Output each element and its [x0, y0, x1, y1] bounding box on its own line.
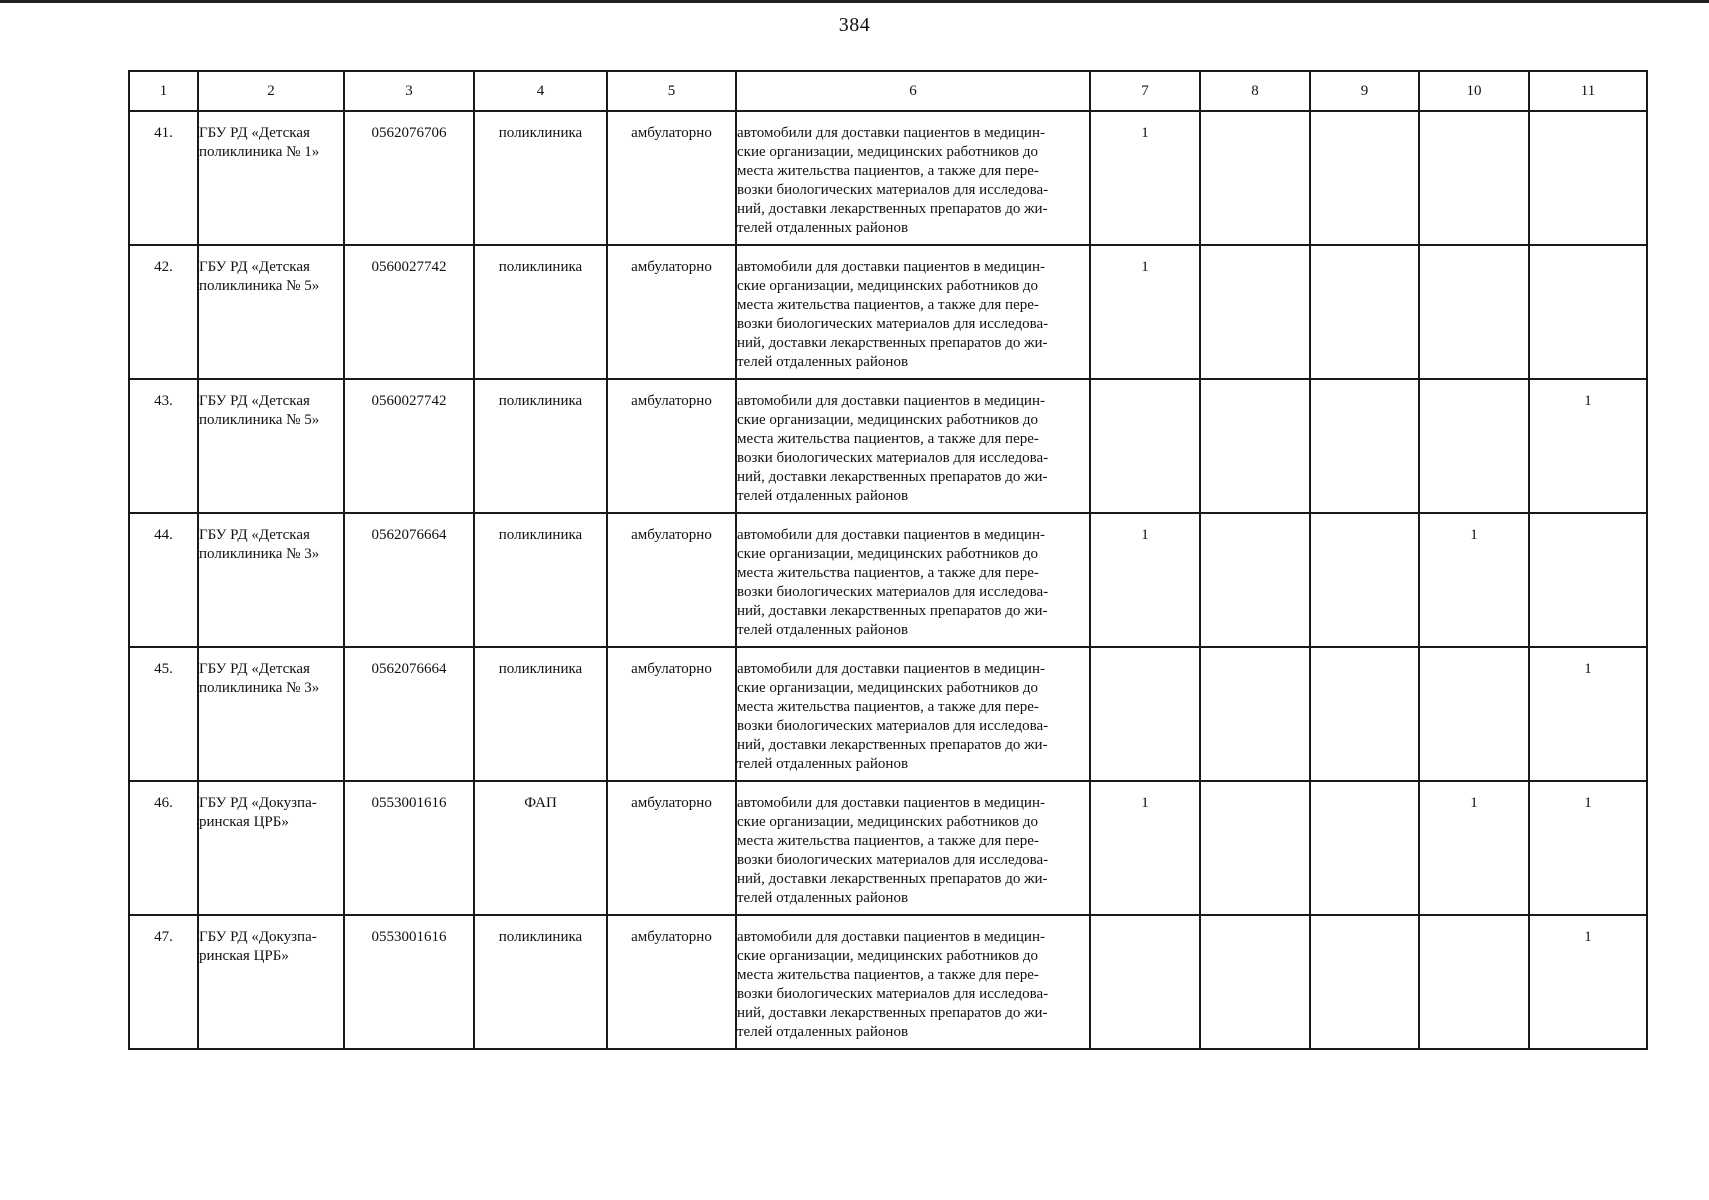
inn-code: 0562076706 — [344, 111, 474, 245]
row-number: 42. — [129, 245, 198, 379]
value-cell-c7: 1 — [1090, 111, 1200, 245]
vehicle-purpose — [736, 513, 1090, 647]
organization-name-line: поликлиника № 3» — [199, 680, 320, 696]
organization-name — [198, 915, 344, 1049]
organization-name — [198, 781, 344, 915]
vehicle-purpose-line: возки биологических материалов для исследова- — [737, 316, 1049, 332]
care-mode: амбулаторно — [607, 245, 736, 379]
care-mode: амбулаторно — [607, 513, 736, 647]
vehicle-purpose-line: автомобили для доставки пациентов в медицин- — [737, 259, 1045, 275]
organization-name-line: ГБУ РД «Докузпа- — [199, 795, 317, 811]
value-cell-c10 — [1419, 245, 1529, 379]
column-header: 5 — [607, 71, 736, 111]
value-cell-c7 — [1090, 379, 1200, 513]
care-mode: амбулаторно — [607, 647, 736, 781]
facility-type: поликлиника — [474, 647, 607, 781]
organization-name — [198, 111, 344, 245]
organization-name-line: ГБУ РД «Детская — [199, 393, 310, 409]
table-row — [129, 379, 1647, 513]
vehicle-purpose-line: автомобили для доставки пациентов в медицин- — [737, 527, 1045, 543]
care-mode: амбулаторно — [607, 915, 736, 1049]
value-cell-c8 — [1200, 647, 1310, 781]
care-mode: амбулаторно — [607, 111, 736, 245]
facility-type: поликлиника — [474, 245, 607, 379]
vehicle-purpose-line: ские организации, медицинских работников до — [737, 144, 1039, 160]
vehicle-purpose-line: места жительства пациентов, а также для пере- — [737, 431, 1039, 447]
facility-type: ФАП — [474, 781, 607, 915]
vehicle-purpose-line: телей отдаленных районов — [737, 890, 909, 906]
vehicle-purpose-line: места жительства пациентов, а также для пере- — [737, 699, 1039, 715]
vehicle-purpose-line: телей отдаленных районов — [737, 622, 909, 638]
vehicle-purpose — [736, 915, 1090, 1049]
vehicle-purpose-line: места жительства пациентов, а также для пере- — [737, 163, 1039, 179]
row-number: 47. — [129, 915, 198, 1049]
value-cell-c11 — [1529, 111, 1647, 245]
value-cell-c8 — [1200, 781, 1310, 915]
row-number: 43. — [129, 379, 198, 513]
inn-code: 0562076664 — [344, 647, 474, 781]
value-cell-c7: 1 — [1090, 245, 1200, 379]
inn-code: 0560027742 — [344, 245, 474, 379]
vehicle-purpose-line: телей отдаленных районов — [737, 1024, 909, 1040]
column-header: 11 — [1529, 71, 1647, 111]
vehicle-purpose-line: автомобили для доставки пациентов в медицин- — [737, 393, 1045, 409]
column-header: 6 — [736, 71, 1090, 111]
vehicle-purpose-line: возки биологических материалов для исследова- — [737, 852, 1049, 868]
value-cell-c11 — [1529, 513, 1647, 647]
vehicle-purpose-line: ний, доставки лекарственных препаратов до жи- — [737, 201, 1048, 217]
value-cell-c7 — [1090, 647, 1200, 781]
value-cell-c8 — [1200, 513, 1310, 647]
column-header: 10 — [1419, 71, 1529, 111]
value-cell-c10 — [1419, 915, 1529, 1049]
vehicle-purpose-line: автомобили для доставки пациентов в медицин- — [737, 125, 1045, 141]
organization-name-line: поликлиника № 3» — [199, 546, 320, 562]
organization-name — [198, 647, 344, 781]
column-header: 9 — [1310, 71, 1419, 111]
vehicle-purpose-line: возки биологических материалов для исследова- — [737, 584, 1049, 600]
organization-name — [198, 245, 344, 379]
value-cell-c11: 1 — [1529, 781, 1647, 915]
row-number: 45. — [129, 647, 198, 781]
vehicle-purpose-line: ские организации, медицинских работников до — [737, 278, 1039, 294]
value-cell-c9 — [1310, 781, 1419, 915]
vehicle-purpose-line: возки биологических материалов для исследова- — [737, 718, 1049, 734]
vehicle-purpose-line: ний, доставки лекарственных препаратов до жи- — [737, 737, 1048, 753]
column-header: 3 — [344, 71, 474, 111]
inn-code: 0560027742 — [344, 379, 474, 513]
value-cell-c10 — [1419, 379, 1529, 513]
value-cell-c11 — [1529, 245, 1647, 379]
vehicle-purpose — [736, 781, 1090, 915]
organization-name — [198, 379, 344, 513]
organization-name-line: ринская ЦРБ» — [199, 814, 289, 830]
value-cell-c9 — [1310, 111, 1419, 245]
vehicle-purpose-line: ний, доставки лекарственных препаратов до жи- — [737, 469, 1048, 485]
value-cell-c9 — [1310, 513, 1419, 647]
facility-type: поликлиника — [474, 379, 607, 513]
care-mode: амбулаторно — [607, 781, 736, 915]
organization-name-line: поликлиника № 5» — [199, 278, 320, 294]
vehicle-purpose-line: ские организации, медицинских работников до — [737, 412, 1039, 428]
vehicle-purpose-line: телей отдаленных районов — [737, 488, 909, 504]
value-cell-c10: 1 — [1419, 781, 1529, 915]
organization-name-line: ГБУ РД «Детская — [199, 661, 310, 677]
vehicle-purpose-line: ские организации, медицинских работников до — [737, 546, 1039, 562]
vehicle-purpose-line: ские организации, медицинских работников до — [737, 948, 1039, 964]
table-row — [129, 915, 1647, 1049]
organization-name — [198, 513, 344, 647]
column-header: 7 — [1090, 71, 1200, 111]
vehicle-purpose-line: возки биологических материалов для исследова- — [737, 182, 1049, 198]
value-cell-c10: 1 — [1419, 513, 1529, 647]
vehicle-purpose — [736, 379, 1090, 513]
column-header: 1 — [129, 71, 198, 111]
facility-type: поликлиника — [474, 915, 607, 1049]
vehicle-purpose-line: телей отдаленных районов — [737, 756, 909, 772]
table-body — [129, 111, 1647, 1049]
vehicle-purpose — [736, 111, 1090, 245]
value-cell-c8 — [1200, 245, 1310, 379]
row-number: 46. — [129, 781, 198, 915]
facility-type: поликлиника — [474, 513, 607, 647]
vehicle-purpose — [736, 245, 1090, 379]
table-header-row — [129, 71, 1647, 111]
vehicle-purpose-line: ские организации, медицинских работников до — [737, 814, 1039, 830]
organization-name-line: ГБУ РД «Детская — [199, 125, 310, 141]
value-cell-c9 — [1310, 647, 1419, 781]
vehicle-purpose-line: ний, доставки лекарственных препаратов до жи- — [737, 335, 1048, 351]
row-number: 41. — [129, 111, 198, 245]
value-cell-c10 — [1419, 647, 1529, 781]
vehicle-purpose-line: автомобили для доставки пациентов в медицин- — [737, 795, 1045, 811]
page-number: 384 — [838, 14, 871, 36]
value-cell-c11: 1 — [1529, 647, 1647, 781]
top-border-rule — [0, 0, 1709, 3]
facility-type: поликлиника — [474, 111, 607, 245]
value-cell-c9 — [1310, 915, 1419, 1049]
vehicle-purpose — [736, 647, 1090, 781]
column-header: 8 — [1200, 71, 1310, 111]
organization-name-line: ГБУ РД «Детская — [199, 259, 310, 275]
vehicle-purpose-line: ний, доставки лекарственных препаратов до жи- — [737, 871, 1048, 887]
vehicle-purpose-line: телей отдаленных районов — [737, 220, 909, 236]
organization-name-line: поликлиника № 1» — [199, 144, 320, 160]
value-cell-c8 — [1200, 111, 1310, 245]
vehicles-table — [128, 70, 1648, 1050]
vehicle-purpose-line: места жительства пациентов, а также для пере- — [737, 967, 1039, 983]
vehicle-purpose-line: возки биологических материалов для исследова- — [737, 450, 1049, 466]
value-cell-c10 — [1419, 111, 1529, 245]
vehicle-purpose-line: места жительства пациентов, а также для пере- — [737, 565, 1039, 581]
value-cell-c11: 1 — [1529, 379, 1647, 513]
table-row — [129, 513, 1647, 647]
inn-code: 0553001616 — [344, 781, 474, 915]
organization-name-line: поликлиника № 5» — [199, 412, 320, 428]
value-cell-c11: 1 — [1529, 915, 1647, 1049]
vehicle-purpose-line: места жительства пациентов, а также для пере- — [737, 833, 1039, 849]
vehicle-purpose-line: автомобили для доставки пациентов в медицин- — [737, 929, 1045, 945]
table-row — [129, 245, 1647, 379]
inn-code: 0553001616 — [344, 915, 474, 1049]
value-cell-c7: 1 — [1090, 513, 1200, 647]
value-cell-c7: 1 — [1090, 781, 1200, 915]
vehicle-purpose-line: ские организации, медицинских работников до — [737, 680, 1039, 696]
vehicle-purpose-line: автомобили для доставки пациентов в медицин- — [737, 661, 1045, 677]
table-row — [129, 781, 1647, 915]
organization-name-line: ринская ЦРБ» — [199, 948, 289, 964]
column-header: 4 — [474, 71, 607, 111]
table-row — [129, 111, 1647, 245]
vehicle-purpose-line: ний, доставки лекарственных препаратов до жи- — [737, 603, 1048, 619]
organization-name-line: ГБУ РД «Детская — [199, 527, 310, 543]
organization-name-line: ГБУ РД «Докузпа- — [199, 929, 317, 945]
inn-code: 0562076664 — [344, 513, 474, 647]
value-cell-c9 — [1310, 379, 1419, 513]
value-cell-c9 — [1310, 245, 1419, 379]
vehicle-purpose-line: места жительства пациентов, а также для пере- — [737, 297, 1039, 313]
table-row — [129, 647, 1647, 781]
value-cell-c8 — [1200, 915, 1310, 1049]
value-cell-c8 — [1200, 379, 1310, 513]
value-cell-c7 — [1090, 915, 1200, 1049]
vehicle-purpose-line: ний, доставки лекарственных препаратов до жи- — [737, 1005, 1048, 1021]
vehicle-purpose-line: телей отдаленных районов — [737, 354, 909, 370]
care-mode: амбулаторно — [607, 379, 736, 513]
vehicle-purpose-line: возки биологических материалов для исследова- — [737, 986, 1049, 1002]
column-header: 2 — [198, 71, 344, 111]
row-number: 44. — [129, 513, 198, 647]
